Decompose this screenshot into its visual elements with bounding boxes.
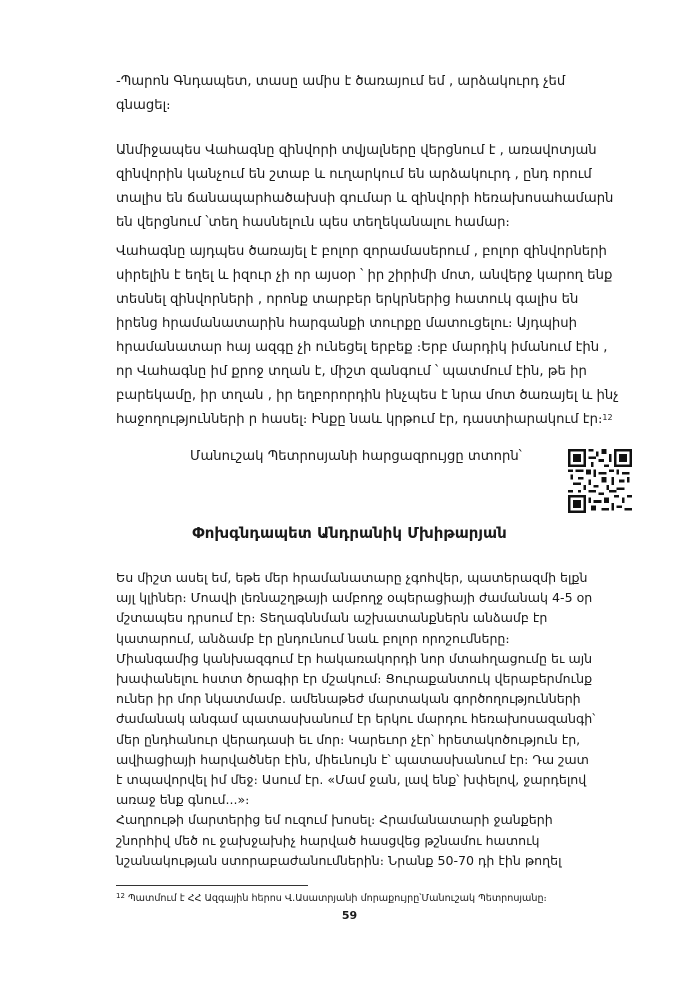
footnote-text: Պատմում է ՀՀ Ազգային հերոս Վ.Ասատրյանի մորաքույրը՝Մանուշակ Պետրոսյանը։ (124, 893, 547, 904)
paragraph-2 (116, 139, 638, 235)
text-line: տալիս են ճանապարհածախսի գումար և զինվորի հեռախոսահամարն (116, 191, 614, 206)
text-line: իրենց հրամանատարին հարգանքի տուրքը մատուցելու։ Այդպիսի (116, 316, 578, 331)
text-line: Հաղրութի մարտերից եմ ուզում խոսել։ Հրամանատարի ջանքերի (116, 812, 553, 828)
text-line: զինվորին կանչում են շտաբ և ուղարկում են արձակուրդ , ընդ որում (116, 167, 592, 182)
text-line: Ես միշտ ասել եմ, եթե մեր հրամանատարը չգոհվեր, պատերազմի ելքն (116, 570, 588, 585)
page-number: 59 (341, 909, 358, 922)
text-line: ուներ իր մոր նկատմամբ. ամենաթեժ մարտական գործողությունների (116, 691, 581, 707)
text-line: նշանակության ստորաբաժանումներին։ Նրանք 50-70 դի էին թողել (116, 852, 562, 868)
text-line: են վերցնում ՝տեղ հասնելուն պես տեղեկանալու համար։ (116, 215, 510, 230)
paragraph-3 (116, 240, 638, 432)
text-line: ժամանակ անգամ պատասխանում էր երկու մարդու հեռախոսազանգի՝ (116, 711, 596, 727)
footnote-divider (116, 885, 308, 886)
text-line: բարեկամը, իր տղան , իր եղբորորդին ինչպես է նրա մոտ ծառայել և ինչ (116, 388, 619, 403)
text-line (116, 408, 638, 432)
text-line: է տպավորվել իմ մեջ։ Ասում էր. «Մամ ջան, լավ ենք՝ խփելով, ջարդելով (116, 772, 587, 788)
text-line: այլ կլիներ։ Մոավի լեռնաշղթայի ամբողջ օպերացիայի ժամանակ 4-5 օր (116, 590, 593, 606)
paragraph-1 (116, 70, 638, 118)
text-line: խափանելու հստտ ծրագիր էր մշակում։ Ցուրաքանտուկ վերաբերմունք (116, 671, 593, 687)
text-line: սիրելին է եղել և իզուր չի որ այսօր ՝ իր շիրիմի մոտ, անվերջ կարող ենք (116, 268, 613, 283)
text-line: շնորհիվ մեծ ու ջախջախիչ հարված հասցվեց թշնամու հատուկ (116, 832, 540, 848)
text-line: որ Վահագնը իմ քրոջ տղան է, միշտ զանգում ՝ պատմում էին, թե իր (116, 364, 587, 379)
text-line: գնացել։ (116, 98, 171, 113)
section-heading: Փոխգնդապետ Անդրանիկ Մխիթարյան (192, 524, 507, 542)
text-line: մշտապես դրսում էր։ Տեղագննման աշխատանքներն անձամբ էր (116, 610, 548, 626)
footnote-reference[interactable]: 12 (602, 413, 613, 422)
footnote-marker: 12 (116, 892, 125, 900)
text-line: առաջ ենք գնում...»։ (116, 792, 250, 808)
text-line: Միանգամից կանխազգում էր հակառակորդի նոր մտահղացումը եւ այն (116, 650, 593, 666)
text-line: Վահագնը այդպես ծառայել է բոլոր զորամասերում , բոլոր զինվորների (116, 244, 607, 259)
text-line-content: հաջողությունների ր հասել։ Ինքը նաև կրթում էր, դաստիարակում էր։ (116, 412, 603, 427)
text-line: հրամանատար հայ ազգը չի ունեցել երբեք ։Երբ մարդիկ իմանում էին , (116, 340, 608, 355)
body-text (116, 568, 642, 871)
text-line: -Պարոն Գնդապետ, տասը ամիս է ծառայում եմ , արձակուրդ չեմ (116, 74, 566, 89)
qr-code-icon[interactable] (568, 449, 632, 513)
text-line: ավիացիայի հարվածներ էին, միեւնույն է՝ պատասխանում էր։ Դա շատ (116, 751, 589, 767)
text-line: կատարում, անձամբ էր ընդունում նաև բոլոր որոշումները։ (116, 630, 510, 646)
qr-caption: Մանուշակ Պետրոսյանի հարցազրույցը տտորն՝ (190, 449, 522, 464)
text-line: Անմիջապես Վահագնը զինվորի տվյալները վերցնում է , առավոտյան (116, 143, 597, 158)
footnote (116, 893, 547, 904)
text-line: մեր ընդհանուր վերադասի եւ մոր։ Կարեւոր չէր՝ հրետակոծություն էր, (116, 731, 581, 747)
text-line: տեսնել զինվորների , որոնք տարբեր երկրներից հատուկ գալիս են (116, 292, 579, 307)
